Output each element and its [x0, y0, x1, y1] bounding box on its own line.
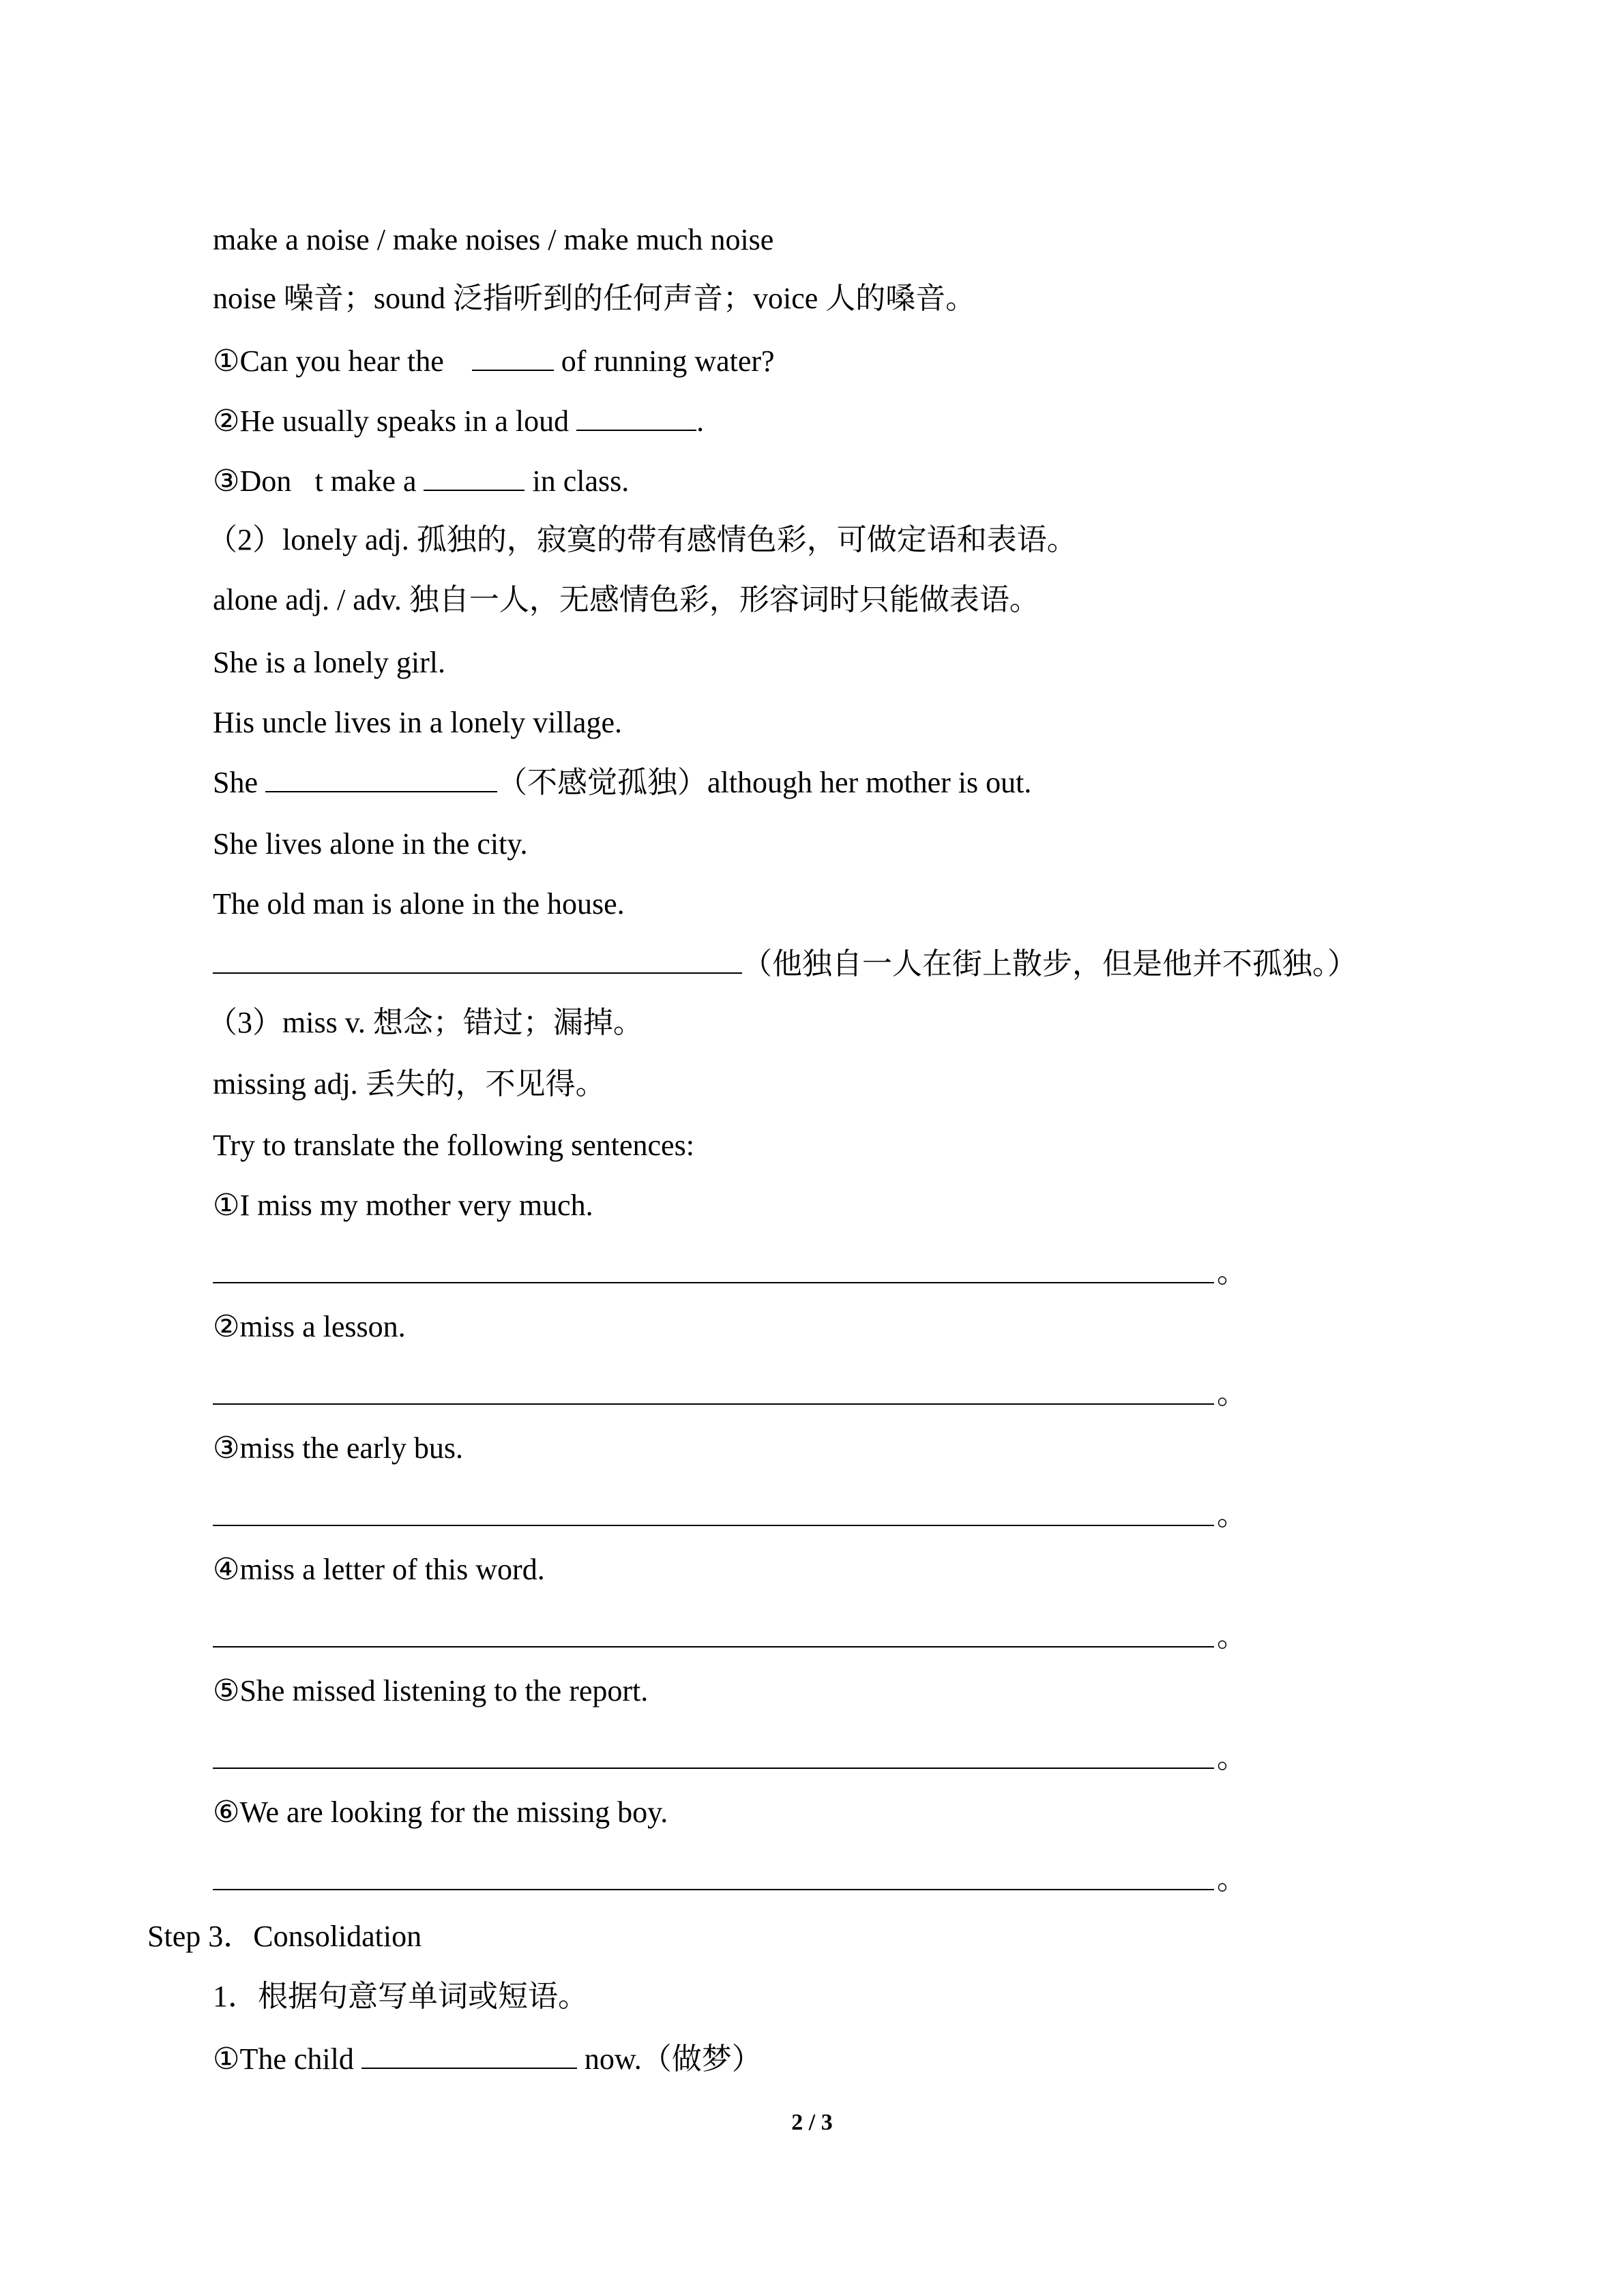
fill-blank[interactable]: [361, 2039, 577, 2069]
answer-line[interactable]: [213, 1525, 1214, 1526]
answer-line[interactable]: [213, 1768, 1214, 1769]
translate-sentence: ⑥We are looking for the missing boy.: [213, 1795, 668, 1829]
instruction-line: Try to translate the following sentences:: [213, 1129, 694, 1162]
instruction-line: 1．根据句意写单词或短语。: [213, 1980, 588, 2013]
fill-blank[interactable]: [576, 401, 696, 431]
period-mark: 。: [1217, 1862, 1247, 1896]
fill-blank[interactable]: [265, 762, 497, 792]
exercise-line: ①The child now.（做梦）: [213, 2039, 762, 2078]
exercise-line: ③Don t make a in class.: [213, 461, 629, 501]
fill-blank[interactable]: [424, 461, 525, 491]
fill-blank[interactable]: [472, 341, 554, 371]
period-mark: 。: [1217, 1498, 1247, 1532]
answer-line[interactable]: [213, 1282, 1214, 1283]
answer-line[interactable]: [213, 1646, 1214, 1648]
page-number: 2 / 3: [791, 2110, 833, 2135]
example-line: She lives alone in the city.: [213, 827, 528, 861]
period-mark: 。: [1217, 1255, 1247, 1289]
answer-line[interactable]: [213, 1403, 1214, 1405]
translate-sentence: ③miss the early bus.: [213, 1431, 463, 1465]
exercise-line: She （不感觉孤独）although her mother is out.: [213, 762, 1031, 802]
translate-sentence: ⑤She missed listening to the report.: [213, 1674, 649, 1708]
period-mark: 。: [1217, 1377, 1247, 1410]
translate-sentence: ①I miss my mother very much.: [213, 1189, 593, 1222]
section-heading: Step 3．Consolidation: [147, 1920, 422, 1953]
translate-sentence: ④miss a letter of this word.: [213, 1553, 545, 1586]
phrase-line: make a noise / make noises / make much noise: [213, 223, 774, 256]
translate-sentence: ②miss a lesson.: [213, 1310, 406, 1343]
exercise-line: ①Can you hear the of running water?: [213, 341, 775, 381]
definition-line: noise 噪音；sound 泛指听到的任何声音；voice 人的嗓音。: [213, 282, 976, 315]
example-line: The old man is alone in the house.: [213, 887, 625, 921]
period-mark: 。: [1217, 1741, 1247, 1774]
definition-line: （2）lonely adj. 孤独的，寂寞的带有感情色彩，可做定语和表语。: [207, 523, 1077, 556]
example-line: She is a lonely girl.: [213, 646, 445, 679]
example-line: His uncle lives in a lonely village.: [213, 706, 622, 739]
exercise-line: ②He usually speaks in a loud .: [213, 401, 704, 441]
fill-blank[interactable]: [213, 944, 742, 974]
period-mark: 。: [1217, 1620, 1247, 1653]
answer-line[interactable]: [213, 1889, 1214, 1890]
exercise-line: （他独自一人在街上散步，但是他并不孤独。）: [213, 944, 1357, 983]
definition-line: alone adj. / adv. 独自一人，无感情色彩，形容词时只能做表语。: [213, 583, 1039, 616]
definition-line: （3）miss v. 想念；错过；漏掉。: [207, 1006, 643, 1039]
definition-line: missing adj. 丢失的，不见得。: [213, 1067, 606, 1101]
